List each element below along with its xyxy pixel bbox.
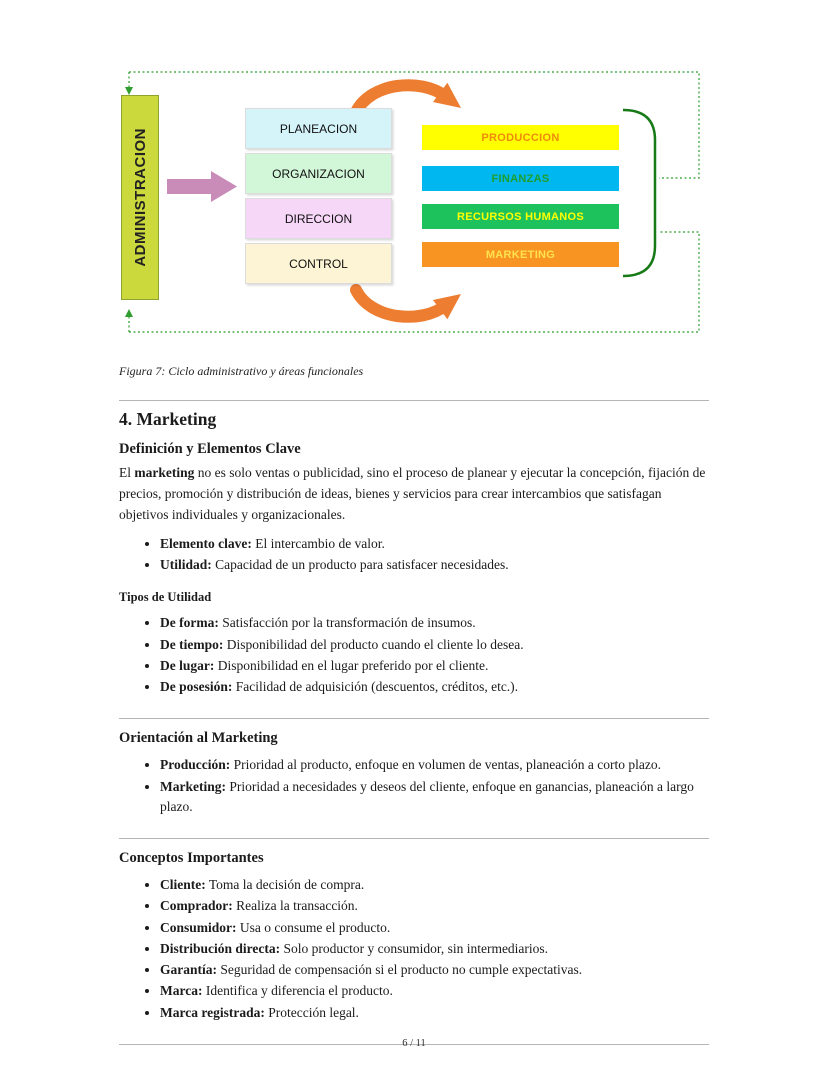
page-number: 6 / 11 [402, 1038, 426, 1049]
admin-cycle-figure [119, 68, 709, 343]
intro-text-post: no es solo ventas o publicidad, sino el proceso de planear y ejecutar la concepción, fijación de precios, promoción y distribución de ideas, bienes y servicios para crear intercambios que satisfagan objetivos individuales y organizacionales. [119, 465, 706, 522]
list-item [160, 534, 709, 554]
list-text: Seguridad de compensación si el producto no cumple expectativas. [217, 962, 583, 978]
list-term: De lugar: [160, 657, 215, 673]
area-box-recursos-humanos: RECURSOS HUMANOS [422, 204, 619, 229]
list-item [160, 613, 709, 633]
section-title: 4. Marketing [119, 409, 217, 429]
down-arrowhead-icon [125, 87, 133, 95]
list-term: Garantía: [160, 962, 217, 978]
list-item [160, 875, 709, 895]
divider [119, 718, 709, 719]
list-text: Usa o consume el producto. [236, 919, 391, 935]
list-text: Realiza la transacción. [232, 898, 358, 914]
divider [119, 838, 709, 839]
list-item [160, 555, 709, 575]
list-item [160, 635, 709, 655]
list-term: Producción: [160, 757, 231, 773]
list-text: Disponibilidad del producto cuando el cliente lo desea. [223, 636, 524, 652]
right-bracket-icon [623, 110, 655, 276]
list-term: Consumidor: [160, 919, 237, 935]
list-item [160, 939, 709, 959]
list-term: De tiempo: [160, 636, 224, 652]
list-item [160, 777, 709, 818]
subsection-orientacion-heading: Orientación al Marketing [119, 730, 278, 747]
list-text: Prioridad al producto, enfoque en volumen de ventas, planeación a corto plazo. [230, 757, 661, 773]
list-text: Prioridad a necesidades y deseos del cliente, enfoque en ganancias, planeación a largo plazo. [160, 778, 694, 814]
list-item [160, 677, 709, 697]
area-box-finanzas: FINANZAS [422, 166, 619, 191]
list-item [160, 896, 709, 916]
admin-right-arrow-icon [167, 171, 237, 202]
cycle-arrows-graphic [119, 68, 709, 343]
conceptos-list [119, 875, 709, 1023]
list-text: Solo productor y consumidor, sin intermediarios. [280, 940, 549, 956]
figure-caption: Figura 7: Ciclo administrativo y áreas funcionales [119, 364, 364, 378]
list-text: Capacidad de un producto para satisfacer necesidades. [211, 557, 509, 573]
list-text: Satisfacción por la transformación de insumos. [218, 615, 476, 631]
list-term: De forma: [160, 615, 219, 631]
list-text: Facilidad de adquisición (descuentos, créditos, etc.). [232, 679, 519, 695]
list-text: Disponibilidad en el lugar preferido por el cliente. [214, 657, 489, 673]
page-content [0, 68, 828, 1045]
key-elements-list [119, 534, 709, 576]
up-arrowhead-icon [125, 309, 133, 317]
administracion-label: ADMINISTRACION [131, 128, 149, 267]
list-term: De posesión: [160, 679, 233, 695]
list-item [160, 755, 709, 775]
list-item [160, 918, 709, 938]
list-term: Distribución directa: [160, 940, 281, 956]
list-item [160, 656, 709, 676]
list-term: Marketing: [160, 778, 226, 794]
list-item [160, 1003, 709, 1023]
list-text: Toma la decisión de compra. [205, 877, 365, 893]
list-term: Marca: [160, 983, 203, 999]
dotted-loop-lines [129, 72, 699, 332]
intro-paragraph [119, 463, 709, 526]
tipos-utilidad-list [119, 613, 709, 697]
list-text: Protección legal. [264, 1004, 359, 1020]
subsection-tipos-heading: Tipos de Utilidad [119, 590, 212, 605]
process-box-organizacion: ORGANIZACION [245, 153, 392, 194]
process-box-direccion: DIRECCION [245, 198, 392, 239]
list-text: El intercambio de valor. [251, 535, 385, 551]
intro-text-pre: El [119, 465, 135, 480]
list-term: Marca registrada: [160, 1004, 265, 1020]
list-term: Comprador: [160, 898, 233, 914]
list-term: Utilidad: [160, 557, 212, 573]
area-box-marketing: MARKETING [422, 242, 619, 267]
subsection-definicion-heading: Definición y Elementos Clave [119, 441, 301, 457]
administracion-box [121, 95, 159, 300]
list-text: Identifica y diferencia el producto. [202, 983, 393, 999]
list-term: Cliente: [160, 877, 206, 893]
subsection-conceptos-heading: Conceptos Importantes [119, 850, 264, 867]
list-item [160, 981, 709, 1001]
cycle-arrow-bottom-icon [356, 290, 445, 317]
intro-text-bold: marketing [134, 465, 195, 480]
list-term: Elemento clave: [160, 535, 252, 551]
process-box-control: CONTROL [245, 243, 392, 284]
list-item [160, 960, 709, 980]
divider [119, 400, 709, 401]
area-box-produccion: PRODUCCION [422, 125, 619, 150]
orientacion-list [119, 755, 709, 817]
process-box-planeacion: PLANEACION [245, 108, 392, 149]
